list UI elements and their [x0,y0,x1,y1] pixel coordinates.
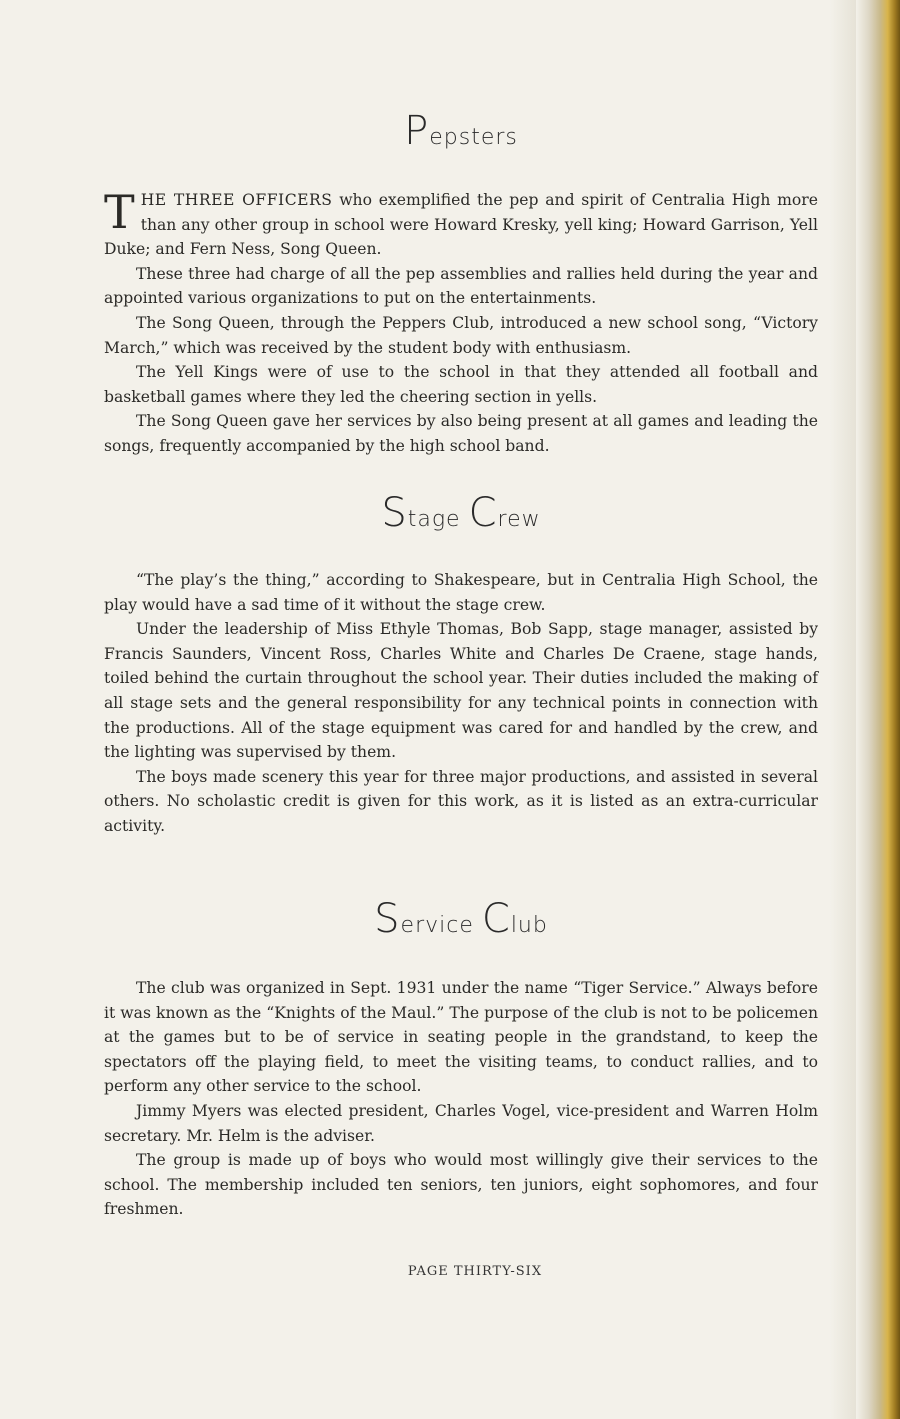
pepsters-paragraph-2: These three had charge of all the pep assemblies and rallies held during the year and appointed various organizations to put on the entertainments. [104,264,818,308]
heading-cap: C [468,490,498,536]
heading-rest: tage [407,507,469,532]
stage-crew-paragraph-3: The boys made scenery this year for three major productions, and assisted in several others. No scholastic credit is given for this work, as it is listed as an extra-curricular activity. [104,767,818,835]
heading-rest: epsters [429,125,518,150]
heading-cap: P [404,108,430,154]
pepsters-paragraph-3: The Song Queen, through the Peppers Club, introduced a new school song, “Victory March,” which was received by the student body with enthusiasm. [104,313,818,357]
pepsters-heading [104,108,818,154]
service-club-heading [104,896,818,942]
heading-rest: rew [497,507,541,532]
stage-crew-section [104,568,818,839]
heading-rest: ervice [400,913,482,938]
paragraph-text: who exemplified the pep and spirit of Centralia High more than any other group in school were Howard Kresky, yell king; Howard Garrison, Yell Duke; and Fern Ness, Song Queen. [104,191,818,259]
service-club-paragraph-2: Jimmy Myers was elected president, Charles Vogel, vice-president and Warren Holm secretary. Mr. Helm is the adviser. [104,1101,818,1145]
service-club-paragraph-3: The group is made up of boys who would most willingly give their services to the school. The membership included ten seniors, ten juniors, eight sophomores, and four freshmen. [104,1151,818,1219]
heading-rest: lub [510,913,548,938]
page-binding-edge [856,0,900,1419]
pepsters-paragraph-5: The Song Queen gave her services by also being present at all games and leading the songs, frequently accompanied by the high school band. [104,412,818,455]
heading-cap: C [481,896,511,942]
drop-cap: T [104,185,135,239]
pepsters-section [104,185,818,459]
heading-cap: S [374,896,401,942]
pepsters-paragraph-1 [104,185,818,262]
lead-caps: HE THREE OFFICERS [140,191,333,209]
page-number: PAGE THIRTY-SIX [407,1264,543,1279]
stage-crew-heading [104,490,818,536]
service-club-section [104,976,818,1222]
stage-crew-paragraph-1: “The play’s the thing,” according to Shakespeare, but in Centralia High School, the play would have a sad time of it without the stage crew. [104,571,818,614]
service-club-paragraph-1: The club was organized in Sept. 1931 under the name “Tiger Service.” Always before it was known as the “Knights of the Maul.” The purpose of the club is not to be policemen at the games but to be of service in seating people in the grandstand, to keep the spectators off the playing field, to meet the visiting teams, to conduct rallies, and to perform any other service to the school. [104,979,818,1096]
heading-cap: S [381,490,408,536]
stage-crew-paragraph-2: Under the leadership of Miss Ethyle Thomas, Bob Sapp, stage manager, assisted by Francis Saunders, Vincent Ross, Charles White and Charles De Craene, stage hands, toiled behind the curtain throughout the school year. Their duties included the making of all stage sets and the general responsibility for any technical points in connection with the productions. All of the stage equipment was cared for and handled by the crew, and the lighting was supervised by them. [104,620,818,762]
pepsters-paragraph-4: The Yell Kings were of use to the school in that they attended all football and basketball games where they led the cheering section in yells. [104,363,818,406]
